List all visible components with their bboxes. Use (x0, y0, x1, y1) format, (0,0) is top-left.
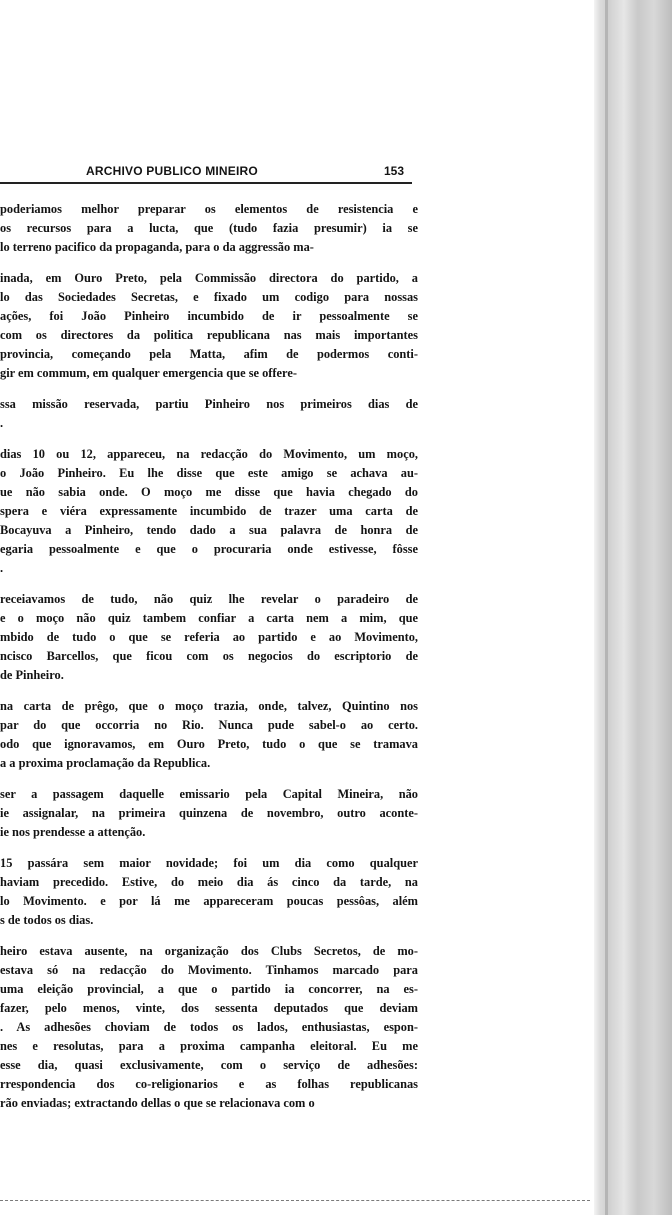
text-line: par do que occorria no Rio. Nunca pude sabel-o ao certo. (0, 718, 418, 732)
text-line: ie assignalar, na primeira quinzena de novembro, outro aconte- (0, 806, 418, 820)
text-line: . (0, 561, 4, 575)
text-line: de Pinheiro. (0, 668, 64, 682)
text-line: os recursos para a lucta, que (tudo fazia presumir) ia se (0, 221, 418, 235)
running-title: ARCHIVO PUBLICO MINEIRO (86, 164, 258, 178)
text-line: lo das Sociedades Secretas, e fixado um codigo para nossas (0, 290, 418, 304)
text-line: estava só na redacção do Movimento. Tinhamos marcado para (0, 963, 418, 977)
paragraph-gap (0, 433, 418, 445)
text-line: gir em commum, em qualquer emergencia que se offere- (0, 366, 297, 380)
text-line: . As adhesões choviam de todos os lados, enthusiastas, espon- (0, 1020, 418, 1034)
text-line: rrespondencia dos co-religionarios e as folhas republicanas (0, 1077, 418, 1091)
text-line: poderiamos melhor preparar os elementos de resistencia e (0, 202, 418, 216)
text-line: uma eleição provincial, a que o partido ia concorrer, na es- (0, 982, 418, 996)
text-line: ie nos prendesse a attenção. (0, 825, 146, 839)
text-line: spera e viéra expressamente incumbido de trazer uma carta de (0, 504, 418, 518)
paragraph (0, 445, 418, 578)
text-line: 15 passára sem maior novidade; foi um dia como qualquer (0, 856, 418, 870)
text-line: receiavamos de tudo, não quiz lhe revelar o paradeiro de (0, 592, 418, 606)
text-line: a a proxima proclamação da Republica. (0, 756, 211, 770)
text-line: egaria pessoalmente e que o procuraria onde estivesse, fôsse (0, 542, 418, 556)
paragraph-gap (0, 257, 418, 269)
paragraph (0, 697, 418, 773)
paragraph-gap (0, 578, 418, 590)
text-line: na carta de prêgo, que o moço trazia, onde, talvez, Quintino nos (0, 699, 418, 713)
text-line: dias 10 ou 12, appareceu, na redacção do Movimento, um moço, (0, 447, 418, 461)
text-line: esse dia, quasi exclusivamente, com o serviço de adhesões: (0, 1058, 418, 1072)
text-line: ações, foi João Pinheiro incumbido de ir pessoalmente se (0, 309, 418, 323)
bottom-edge (0, 1200, 590, 1201)
text-line: heiro estava ausente, na organização dos Clubs Secretos, de mo- (0, 944, 418, 958)
text-line: e o moço não quiz tambem confiar a carta nem a mim, que (0, 611, 418, 625)
text-line: ssa missão reservada, partiu Pinheiro nos primeiros dias de (0, 397, 418, 411)
text-line: nes e resolutas, para a proxima campanha eleitoral. Eu me (0, 1039, 418, 1053)
text-line: mbido de tudo o que se referia ao partido e ao Movimento, (0, 630, 418, 644)
paragraph (0, 942, 418, 1113)
text-line: fazer, pelo menos, vinte, dos sessenta deputados que deviam (0, 1001, 418, 1015)
paragraph-gap (0, 685, 418, 697)
paragraph-gap (0, 842, 418, 854)
paragraph-gap (0, 383, 418, 395)
spine-shadow (605, 0, 608, 1215)
header-rule (0, 182, 412, 184)
paragraph (0, 395, 418, 433)
page-number: 153 (384, 164, 405, 178)
paragraph-gap (0, 773, 418, 785)
paragraph (0, 785, 418, 842)
text-line: s de todos os dias. (0, 913, 94, 927)
page-header (0, 164, 420, 184)
text-line: o João Pinheiro. Eu lhe disse que este amigo se achava au- (0, 466, 418, 480)
text-line: ue não sabia onde. O moço me disse que havia chegado do (0, 485, 418, 499)
paragraph-gap (0, 930, 418, 942)
text-line: com os directores da politica republicana nas mais importantes (0, 328, 418, 342)
text-line: ncisco Barcellos, que ficou com os negocios do escriptorio de (0, 649, 418, 663)
text-line: inada, em Ouro Preto, pela Commissão directora do partido, a (0, 271, 418, 285)
paragraph (0, 590, 418, 685)
text-line: provincia, começando pela Matta, afim de podermos conti- (0, 347, 418, 361)
text-line: rão enviadas; extractando dellas o que se relacionava com o (0, 1096, 315, 1110)
paragraph (0, 200, 418, 257)
text-line: lo terreno pacifico da propaganda, para o da aggressão ma- (0, 240, 314, 254)
text-line: odo que ignoravamos, em Ouro Preto, tudo o que se tramava (0, 737, 418, 751)
body-text (0, 200, 418, 1113)
text-line: haviam precedido. Estive, do meio dia ás cinco da tarde, na (0, 875, 418, 889)
text-line: . (0, 416, 4, 430)
text-line: ser a passagem daquelle emissario pela Capital Mineira, não (0, 787, 418, 801)
paragraph (0, 269, 418, 383)
text-line: Bocayuva a Pinheiro, tendo dado a sua palavra de honra de (0, 523, 418, 537)
text-line: lo Movimento. e por lá me appareceram poucas pessôas, além (0, 894, 418, 908)
paragraph (0, 854, 418, 930)
